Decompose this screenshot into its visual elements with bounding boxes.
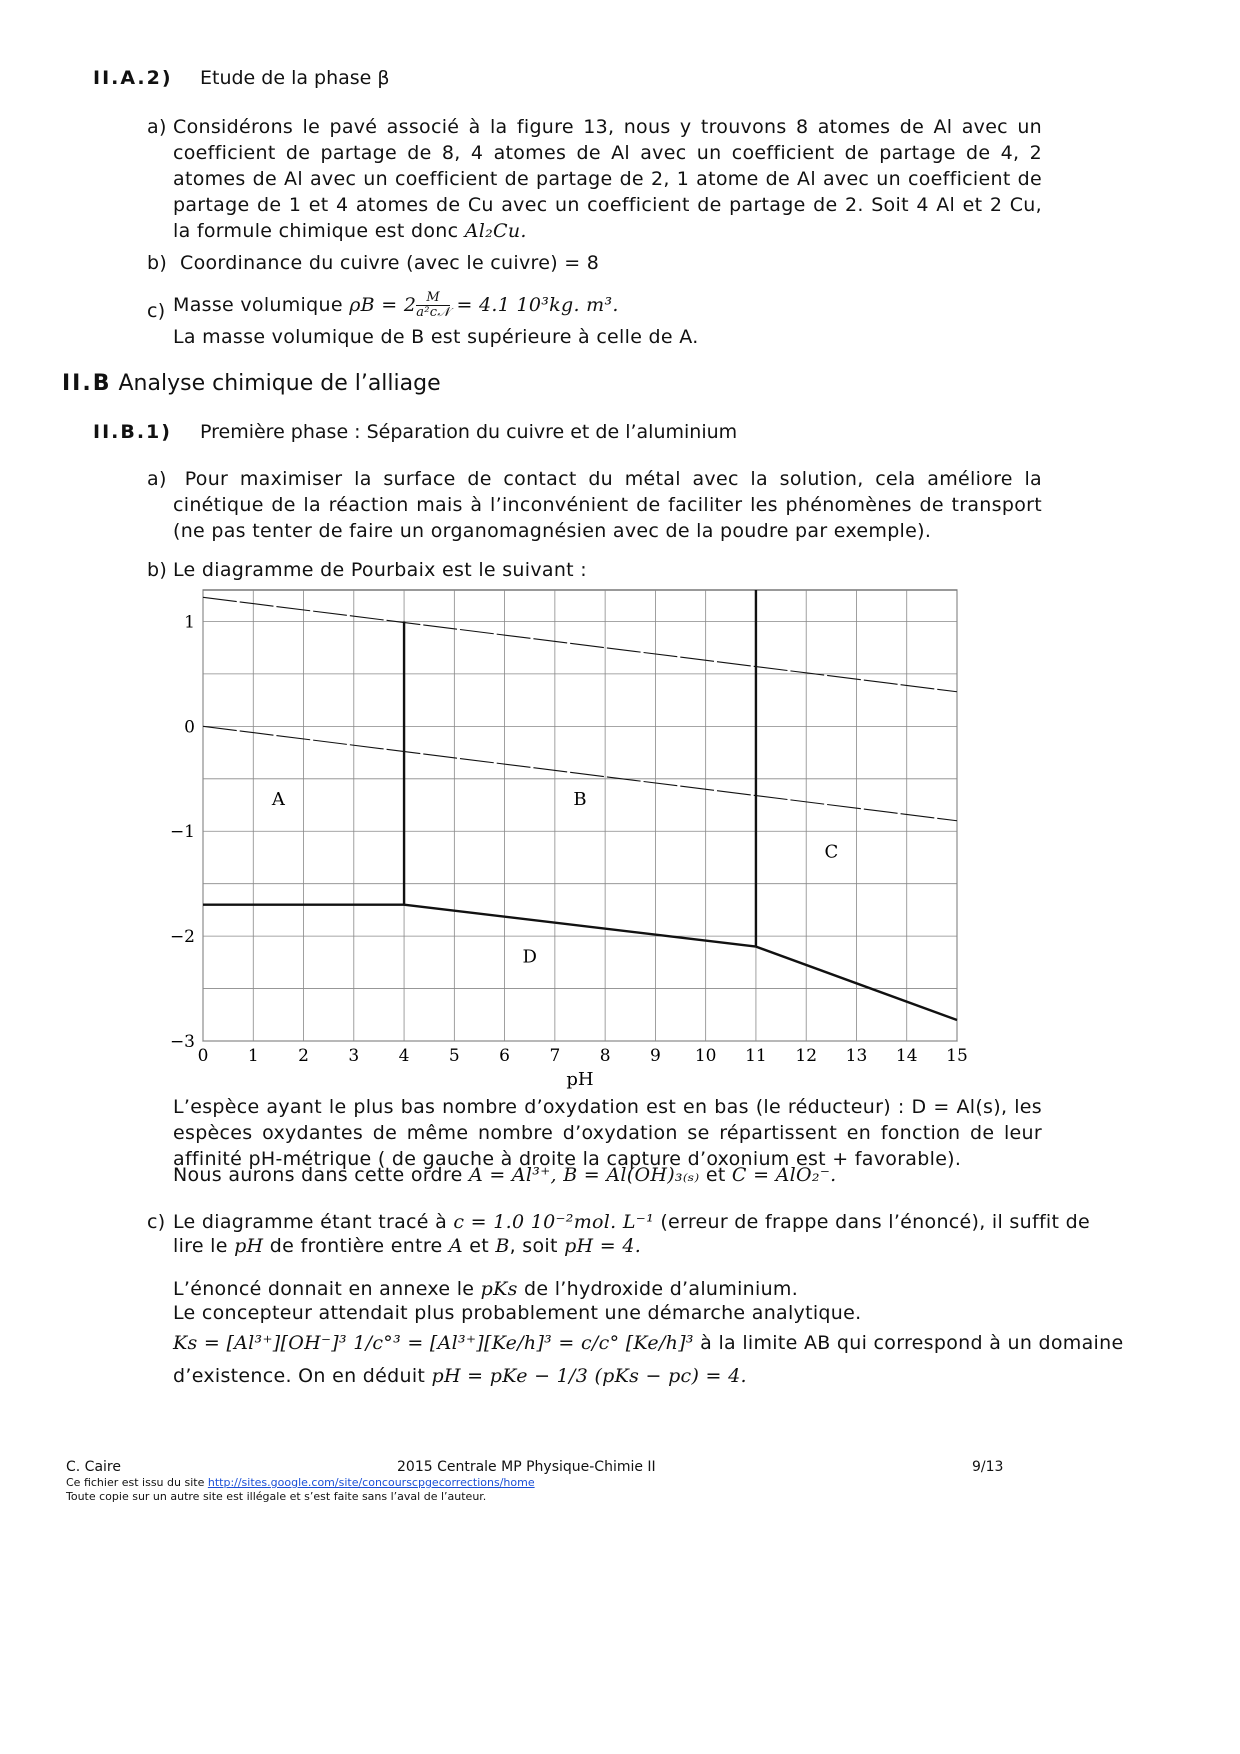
- item-label: a): [147, 116, 167, 138]
- paragraph-text: L’énoncé donnait en annexe le: [173, 1278, 475, 1300]
- paragraph-text: d’existence. On en déduit: [173, 1365, 426, 1387]
- paragraph: L’espèce ayant le plus bas nombre d’oxydation est en bas (le réducteur) : D = Al(s), les espèces oxydantes de même nombre d’oxydation se répartissent en fonction de leur affinité pH-métrique ( de gauche à droite la capture d’oxonium est + favorable).: [173, 1096, 1042, 1170]
- y-tick-label: 0: [184, 717, 195, 738]
- footer-author: C. Caire: [66, 1459, 121, 1475]
- x-axis-label: pH: [566, 1069, 594, 1090]
- formula: Al₂Cu.: [464, 220, 527, 242]
- x-tick-label: 15: [946, 1046, 968, 1066]
- plot-frame: [203, 590, 957, 1041]
- pourbaix-chart: [160, 585, 980, 1095]
- x-tick-label: 12: [795, 1046, 818, 1066]
- paragraph: [173, 1330, 1124, 1356]
- section-title: Analyse chimique de l’alliage: [118, 371, 441, 396]
- formula-lhs: ρB = 2: [349, 294, 417, 316]
- paragraph-text: Le diagramme étant tracé à: [173, 1211, 448, 1233]
- x-tick-label: 5: [448, 1046, 460, 1066]
- paragraph: [173, 1363, 747, 1389]
- paragraph-text: , soit: [509, 1235, 558, 1257]
- section-heading-b: [62, 371, 441, 396]
- paragraph: [173, 1209, 1090, 1235]
- region-label: A: [271, 789, 285, 811]
- y-tick-label: 1: [184, 612, 195, 633]
- fraction-numerator: M: [416, 291, 450, 306]
- paragraph-text: à la limite AB qui correspond à un domaine: [700, 1332, 1124, 1354]
- x-tick-label: 14: [895, 1046, 918, 1066]
- x-tick-label: 13: [845, 1046, 868, 1066]
- paragraph-text: et: [705, 1164, 726, 1186]
- footer-copyright: Toute copie sur un autre site est illégale et s’est faite sans l’aval de l’auteur.: [66, 1490, 487, 1503]
- chart-grid: [203, 590, 957, 1041]
- item-label: b): [147, 559, 168, 581]
- x-tick-label: 9: [649, 1046, 661, 1066]
- item-label: b): [147, 252, 168, 274]
- region-label: B: [573, 789, 587, 811]
- x-tick-label: 0: [197, 1046, 209, 1066]
- paragraph: [173, 1162, 837, 1188]
- y-tick-label: −1: [169, 822, 195, 843]
- source-link[interactable]: http://sites.google.com/site/concourscpgecorrections/home: [207, 1476, 535, 1489]
- x-tick-label: 8: [599, 1046, 611, 1066]
- section-number: II.B: [62, 371, 112, 396]
- section-number: II.A.2): [93, 67, 173, 89]
- region-label: C: [824, 841, 839, 863]
- x-tick-label: 11: [745, 1046, 767, 1066]
- formula: c = 1.0 10⁻²mol. L⁻¹: [453, 1211, 654, 1233]
- y-tick-label: −2: [169, 927, 195, 948]
- formula: pH = pKe − 1/3 (pKs − pc) = 4.: [431, 1365, 747, 1387]
- paragraph: [173, 291, 619, 320]
- chart-ticks: [170, 612, 968, 1066]
- paragraph: [173, 114, 1042, 244]
- series-line: [203, 597, 957, 691]
- section-heading-b1: [93, 421, 172, 443]
- paragraph-text: et: [469, 1235, 489, 1257]
- x-tick-label: 1: [247, 1046, 259, 1066]
- paragraph: [173, 466, 1042, 544]
- formula: pH: [234, 1235, 264, 1257]
- section-title-a2: Etude de la phase β: [200, 67, 390, 89]
- region-label: D: [522, 946, 537, 968]
- formula: pKs: [480, 1278, 518, 1300]
- footer-source-prefix: Ce fichier est issu du site: [66, 1476, 205, 1489]
- formula: A: [448, 1235, 463, 1257]
- footer-source: [66, 1476, 535, 1490]
- formula: C = AlO₂⁻.: [731, 1164, 837, 1186]
- section-number: II.B.1): [93, 421, 172, 443]
- paragraph: [173, 1276, 798, 1302]
- paragraph: Le concepteur attendait plus probablement une démarche analytique.: [173, 1302, 862, 1324]
- x-tick-label: 2: [298, 1046, 309, 1066]
- paragraph-text: Pour maximiser la surface de contact du métal avec la solution, cela améliore la cinétique de la réaction mais à l’inconvénient de faciliter les phénomènes de transport (ne pas tenter de faire un organomagnésien avec de la poudre par exemple).: [173, 468, 1042, 542]
- paragraph: Coordinance du cuivre (avec le cuivre) = 8: [180, 252, 600, 274]
- ks-formula: Ks = [Al³⁺][OH⁻]³ 1/c°³ = [Al³⁺][Ke/h]³ = c/c° [Ke/h]³: [173, 1332, 694, 1354]
- formula-rhs: = 4.1 10³kg. m³.: [456, 294, 619, 316]
- footer-title: 2015 Centrale MP Physique-Chimie II: [397, 1459, 656, 1475]
- x-tick-label: 6: [499, 1046, 511, 1066]
- paragraph: Le diagramme de Pourbaix est le suivant :: [173, 559, 587, 581]
- paragraph: La masse volumique de B est supérieure à celle de A.: [173, 326, 699, 348]
- x-tick-label: 10: [694, 1046, 717, 1066]
- paragraph: [173, 1233, 641, 1259]
- paragraph-text: Masse volumique: [173, 294, 343, 316]
- x-tick-label: 3: [348, 1046, 360, 1066]
- paragraph-text: (erreur de frappe dans l’énoncé), il suffit de: [660, 1211, 1090, 1233]
- formula: A = Al³⁺, B = Al(OH)₃₍ₛ₎: [468, 1164, 700, 1186]
- paragraph-text: de frontière entre: [269, 1235, 443, 1257]
- fraction-denominator: a²c𝒩: [416, 305, 451, 320]
- section-title-b1: Première phase : Séparation du cuivre et de l’aluminium: [200, 421, 738, 443]
- formula: pH = 4.: [564, 1235, 642, 1257]
- x-tick-label: 4: [398, 1046, 410, 1066]
- paragraph-text: de l’hydroxide d’aluminium.: [524, 1278, 799, 1300]
- paragraph-text: Considérons le pavé associé à la figure 13, nous y trouvons 8 atomes de Al avec un coefficient de partage de 8, 4 atomes de Al avec un coefficient de partage de 4, 2 atomes de Al avec un coefficient de partage de 2, 1 atome de Al avec un coefficient de partage de 1 et 4 atomes de Cu avec un coefficient de partage de 2. Soit 4 Al et 2 Cu, la formule chimique est donc: [173, 116, 1042, 242]
- series-line: [404, 905, 756, 947]
- item-label: c): [147, 300, 166, 322]
- page-number: 9/13: [972, 1459, 1004, 1475]
- formula-fraction: [416, 291, 450, 320]
- x-tick-label: 7: [549, 1046, 561, 1066]
- formula: B: [495, 1235, 510, 1257]
- item-label: a): [147, 468, 167, 490]
- section-heading-a2: [93, 67, 173, 89]
- y-tick-label: −3: [169, 1032, 195, 1052]
- item-label: c): [147, 1211, 166, 1233]
- paragraph-text: Nous aurons dans cette ordre: [173, 1164, 463, 1186]
- paragraph-text: lire le: [173, 1235, 228, 1257]
